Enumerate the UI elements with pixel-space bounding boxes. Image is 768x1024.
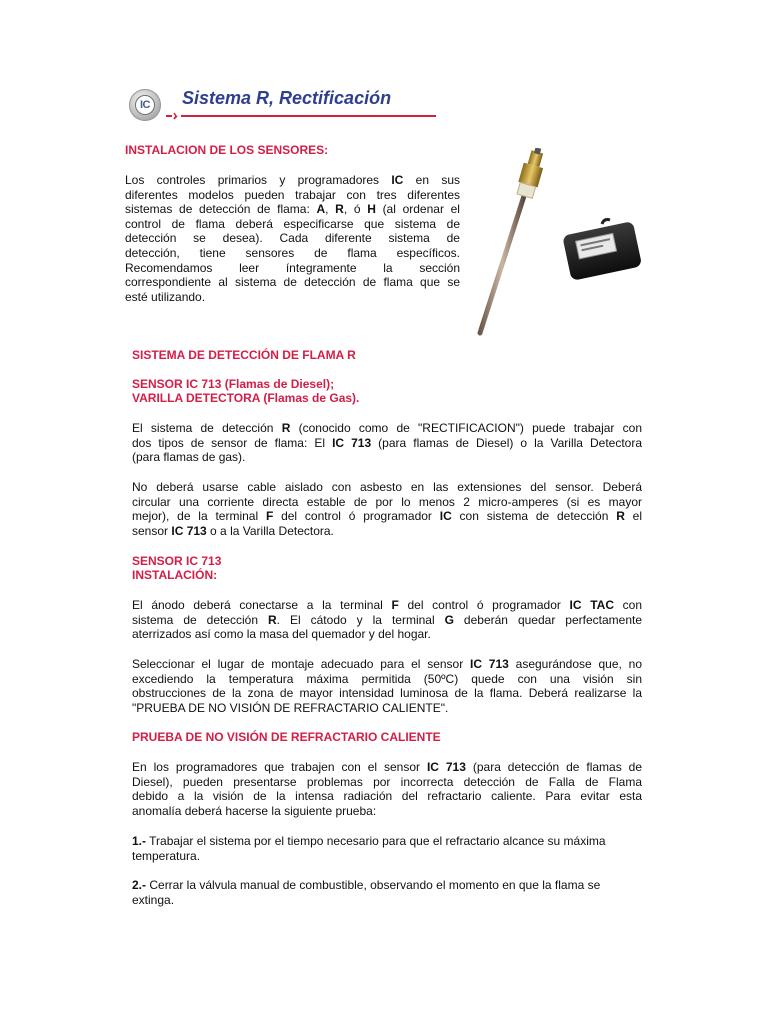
p-line <box>132 657 642 672</box>
section-heading-instalacion: INSTALACION DE LOS SENSORES: <box>125 143 329 157</box>
text-bold: H <box>367 202 376 217</box>
section1-line: Los controles primarios y programadores IC en sus <box>125 173 461 187</box>
text-bold: IC 713 <box>426 760 466 774</box>
text-bold: IC <box>391 173 404 187</box>
p-line <box>132 613 642 628</box>
text: . El cátodo y la terminal <box>276 612 445 627</box>
text: Trabajar el sistema por el tiempo necesario para que el refractario alcance su máxima <box>146 834 606 848</box>
section2-paragraph-2 <box>132 480 642 538</box>
ic-logo-icon <box>129 89 161 121</box>
p-line <box>132 436 642 451</box>
logo-text: IC <box>135 95 155 115</box>
step-number: 1.- <box>132 834 147 848</box>
text: En los programadores que trabajen con el sensor <box>132 760 427 774</box>
section-heading-sistema-r: SISTEMA DE DETECCIÓN DE FLAMA R <box>132 348 356 362</box>
text-bold: IC TAC <box>569 598 614 612</box>
text: (conocido como de "RECTIFICACION") puede trabajar con <box>290 421 642 435</box>
text-bold: F <box>391 598 399 612</box>
text-bold: R <box>268 612 277 627</box>
p-line: No deberá usarse cable aislado con asbesto en las extensiones del sensor. Deberá <box>132 480 642 494</box>
section3-paragraph-1 <box>132 598 642 642</box>
text: mejor), de la terminal <box>132 509 266 524</box>
p-line: temperatura. <box>132 848 201 863</box>
text-bold: R <box>335 202 344 217</box>
flame-sensor-product-image <box>474 148 646 340</box>
p-line: "PRUEBA DE NO VISIÓN DE REFRACTARIO CALIENTE". <box>132 700 449 715</box>
p-line: (para flamas de gas). <box>132 450 246 465</box>
text-bold: IC 713 <box>171 523 207 538</box>
p-line <box>132 834 642 849</box>
text: (para flamas de Diesel) o la Varilla Detectora <box>371 435 643 450</box>
p-line <box>132 421 642 436</box>
section1-line: esté utilizando. <box>125 289 206 304</box>
section-heading-prueba: PRUEBA DE NO VISIÓN DE REFRACTARIO CALIENTE <box>132 730 441 744</box>
text: El sistema de detección <box>132 421 282 435</box>
text: con <box>613 598 642 612</box>
p-line: Diesel), pueden presentarse problemas por incorrecta detección de Falla de Flama <box>132 774 642 789</box>
text-bold: A <box>316 202 326 217</box>
step-number: 2.- <box>132 878 147 892</box>
text: del control ó programador <box>398 598 570 612</box>
p-line <box>132 878 642 893</box>
p-line: anomalía deberá hacerse la siguiente prueba: <box>132 803 377 818</box>
text: del control ó programador <box>273 509 440 524</box>
subheading-varilla: VARILLA DETECTORA (Flamas de Gas). <box>132 391 360 405</box>
text-bold: F <box>265 509 274 524</box>
title-underline <box>181 115 436 117</box>
section1-line: detección, tiene sensores de flama específicos. <box>125 245 460 260</box>
text: o a la Varilla Detectora. <box>206 523 334 538</box>
p-line: extinga. <box>132 892 175 907</box>
section-heading-instalacion-2: INSTALACIÓN: <box>132 568 218 582</box>
text: sensor <box>132 523 172 538</box>
section1-body <box>125 173 460 304</box>
p-line: excediendo la temperatura máxima permitida (50ºC) quede con una visión sin <box>132 671 642 686</box>
section1-line: Recomendamos leer íntegramente la sección <box>125 260 461 275</box>
p-line: circular una corriente directa estable de por lo menos 2 micro-amperes (si es mayor <box>132 494 642 509</box>
text: (para detección de flamas de <box>465 760 643 774</box>
p-line <box>132 509 642 524</box>
section-heading-sensor-ic713: SENSOR IC 713 <box>132 554 222 568</box>
text: El ánodo deberá conectarse a la terminal <box>132 598 392 612</box>
text-bold: IC 713 <box>332 435 372 450</box>
section1-line: sistemas de detección de flama: A, R, ó H (al ordenar el <box>125 202 460 217</box>
text: deberán quedar perfectamente <box>453 612 643 627</box>
p-line: aterrizados así como la masa del quemador y del hogar. <box>132 627 431 642</box>
title-decoration-icon <box>166 111 182 121</box>
p-line: debido a la visión de la intensa radiación del refractario caliente. Para evitar esta <box>132 789 642 804</box>
text: dos tipos de sensor de flama: El <box>132 435 333 450</box>
text: el <box>624 509 643 524</box>
text: con sistema de detección <box>451 509 617 524</box>
text-bold: G <box>444 612 454 627</box>
subheading-sensor-ic713: SENSOR IC 713 (Flamas de Diesel); <box>132 377 335 391</box>
text-bold: R <box>281 421 291 435</box>
text-bold: R <box>616 509 625 524</box>
p-line <box>132 524 642 539</box>
section3-paragraph-2 <box>132 657 642 715</box>
text: asegurándose que, no <box>508 657 642 671</box>
p-line <box>132 598 642 613</box>
step-2 <box>132 878 642 907</box>
section2-paragraph-1 <box>132 421 642 465</box>
page-title: Sistema R, Rectificación <box>182 88 392 108</box>
step-1 <box>132 834 642 863</box>
section4-paragraph-1 <box>132 760 642 818</box>
text: Cerrar la válvula manual de combustible, observando el momento en que la flama se <box>146 878 601 892</box>
text-bold: IC 713 <box>470 657 509 671</box>
text: sistema de detección <box>132 612 268 627</box>
text-bold: IC <box>439 509 452 524</box>
section1-line: detección se desea). Cada diferente sistema de <box>125 231 460 246</box>
section1-line: diferentes modelos pueden trabajar con tres diferentes <box>125 187 460 202</box>
p-line: obstrucciones de la zona de mayor intensidad luminosa de la flama. Deberá realizarse la <box>132 686 642 701</box>
section1-line: control de flama deberá especificarse que sistema de <box>125 216 461 231</box>
section1-line: correspondiente al sistema de detección de flama que se <box>125 275 461 290</box>
text: Seleccionar el lugar de montaje adecuado para el sensor <box>132 657 471 671</box>
p-line <box>132 760 642 775</box>
